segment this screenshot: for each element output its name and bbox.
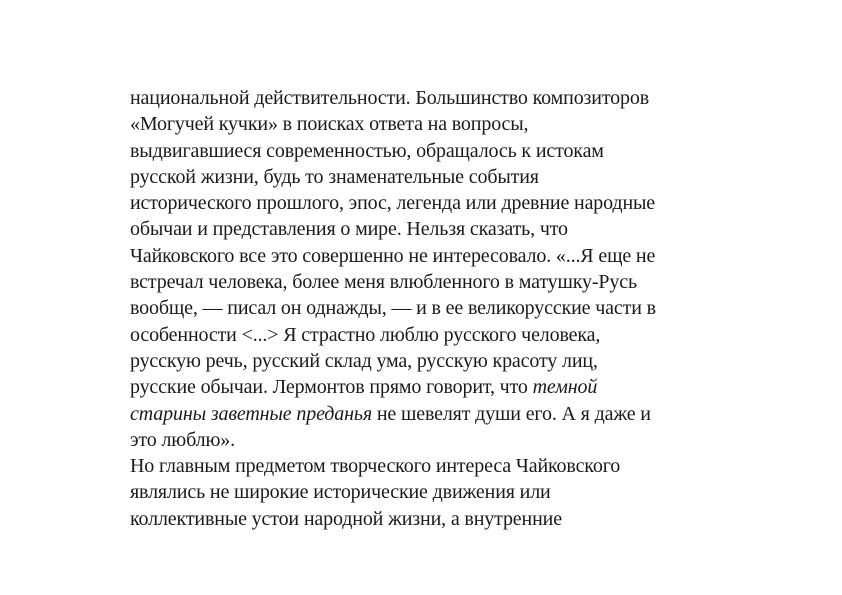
text-segment: коллективные устои народной жизни, а внутренние [130, 507, 562, 530]
text-line [130, 243, 730, 269]
italic-text-segment: старины заветные преданья [130, 402, 372, 425]
text-segment: вообще, — писал он однажды, — и в ее великорусские части в [130, 297, 656, 320]
text-segment: «Могучей кучки» в поисках ответа на вопросы, [130, 113, 529, 136]
text-segment: не шевелят души его. А я даже и [371, 402, 651, 425]
text-line [130, 269, 730, 295]
text-segment: русскую речь, русский склад ума, русскую красоту лиц, [130, 349, 598, 372]
text-line [130, 506, 730, 532]
body-text [130, 85, 730, 532]
text-line [130, 190, 730, 216]
text-segment: выдвигавшиеся современностью, обращалось к истокам [130, 139, 604, 162]
text-line [130, 479, 730, 505]
text-segment: русские обычаи. Лермонтов прямо говорит, что [130, 376, 533, 399]
text-segment: обычаи и представления о мире. Нельзя сказать, что [130, 218, 568, 241]
text-line [130, 216, 730, 242]
text-line [130, 111, 730, 137]
text-segment: Чайковского все это совершенно не интересовало. «...Я еще не [130, 244, 656, 267]
text-line [130, 295, 730, 321]
text-segment: Но главным предметом творческого интереса Чайковского [130, 455, 621, 478]
text-line [130, 374, 730, 400]
text-line [130, 348, 730, 374]
text-segment: особенности <...> Я страстно люблю русского человека, [130, 323, 601, 346]
text-segment: национальной действительности. Большинство композиторов [130, 87, 650, 109]
text-line [130, 401, 730, 427]
text-line [130, 138, 730, 164]
text-line [130, 322, 730, 348]
text-segment: исторического прошлого, эпос, легенда или древние народные [130, 192, 656, 215]
italic-text-segment: темной [532, 376, 598, 399]
text-segment: русской жизни, будь то знаменательные события [130, 165, 539, 188]
text-line [130, 453, 730, 479]
text-line [130, 427, 730, 453]
text-line [130, 164, 730, 190]
text-segment: это люблю». [130, 428, 235, 451]
text-line [130, 85, 730, 111]
text-segment: встречал человека, более меня влюбленного в матушку-Русь [130, 271, 637, 294]
text-segment: являлись не широкие исторические движения или [130, 481, 551, 504]
